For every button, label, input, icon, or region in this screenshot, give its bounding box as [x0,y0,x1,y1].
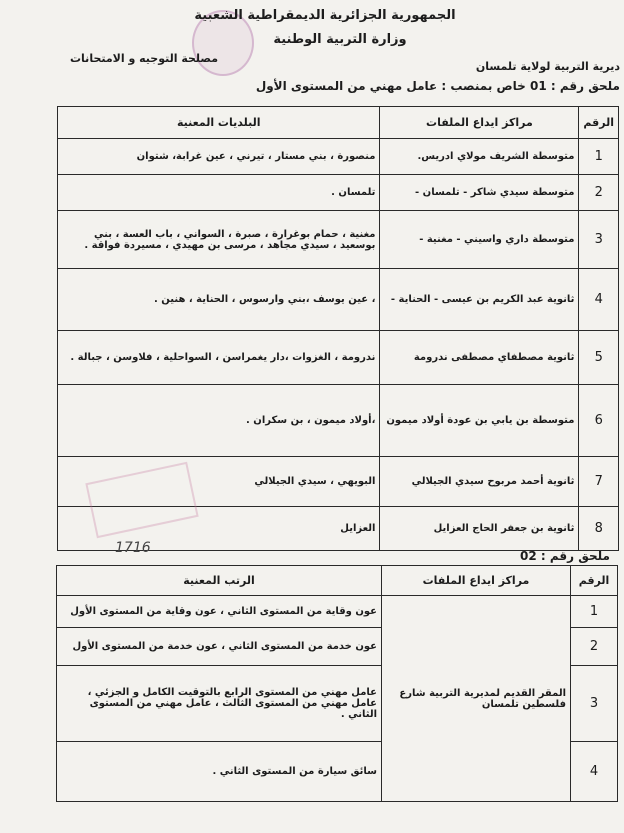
row-center: متوسطة سيدي شاكر - تلمسان - [380,175,579,211]
row-center: ثانوية عبد الكريم بن عيسى - الحناية - [380,269,579,331]
row-number: 1 [579,139,619,175]
row-number: 3 [571,666,618,742]
row-municipalities: العزايل [58,507,380,551]
table-row [58,269,619,331]
row-center: ثانوية مصطفاي مصطفى ندرومة [380,331,579,385]
row-number: 5 [579,331,619,385]
row-rank: سائق سيارة من المستوى الثاني . [57,742,382,802]
col-center: مراكز ايداع الملفات [380,107,579,139]
table-row [57,596,618,628]
row-number: 7 [579,457,619,507]
row-rank: عامل مهني من المستوى الرابع بالتوقيت الكامل و الجزئي ، عامل مهني من المستوى الثالث ، عامل مهني من المستوى الثاني . [57,666,382,742]
ministry-header: وزارة التربية الوطنية [273,32,407,47]
table-row [58,331,619,385]
department-header: مصلحة التوجيه و الامتحانات [70,52,219,65]
col-municipalities: البلديات المعنية [58,107,380,139]
col-number: الرقم [571,566,618,596]
table-row [58,211,619,269]
row-municipalities: البويهي ، سيدي الجيلالي [58,457,380,507]
col-ranks: الرتب المعنية [57,566,382,596]
row-municipalities: ، عين يوسف ،بني وارسوس ، الحناية ، هنين . [58,269,380,331]
row-number: 6 [579,385,619,457]
deposit-center: المقر القديم لمديرية التربية شارع فلسطين تلمسان [382,596,571,802]
row-number: 8 [579,507,619,551]
row-municipalities: منصورة ، بني مستار ، تيرني ، عين غرابة، شتوان [58,139,380,175]
col-center: مراكز ايداع الملفات [382,566,571,596]
row-number: 4 [579,269,619,331]
handwritten-number: 1716 [115,540,151,556]
row-municipalities: ،أولاد ميمون ، بن سكران . [58,385,380,457]
table-row [58,139,619,175]
row-center: متوسطة داري واسيني - مغنية - [380,211,579,269]
row-center: متوسطة الشريف مولاي ادريس. [380,139,579,175]
row-municipalities: تلمسان . [58,175,380,211]
row-rank: عون خدمة من المستوى الثاني ، عون خدمة من المستوى الأول [57,628,382,666]
row-municipalities: مغنية ، حمام بوغرارة ، صبرة ، السواني ، باب العسة ، بني بوسعيد ، سيدي مجاهد ، مرسى بن مهيدي ، مسيردة فواقة . [58,211,380,269]
row-number: 3 [579,211,619,269]
directorate-header: ديرية التربية لولاية تلمسان [475,60,620,73]
table-row [58,175,619,211]
row-number: 2 [579,175,619,211]
row-rank: عون وقاية من المستوى الثاني ، عون وقاية من المستوى الأول [57,596,382,628]
republic-header: الجمهورية الجزائرية الديمقراطية الشعبية [194,8,456,23]
annex2-table [56,565,618,802]
annex2-title: ملحق رقم : 02 [519,549,610,563]
row-center: ثانوية بن جعفر الحاج العزايل [380,507,579,551]
row-municipalities: ندرومة ، الغزوات ،دار يغمراسن ، السواحلية ، فلاوسن ، جبالة . [58,331,380,385]
row-center: متوسطة بن يابي بن عودة أولاد ميمون [380,385,579,457]
table-row [58,385,619,457]
annex1-title: ملحق رقم : 01 خاص بمنصب : عامل مهني من المستوى الأول [255,79,620,93]
row-number: 1 [571,596,618,628]
col-number: الرقم [579,107,619,139]
row-number: 4 [571,742,618,802]
row-center: ثانوية أحمد مربوح سيدي الجيلالي [380,457,579,507]
date-stamp: ​ [85,462,198,538]
row-number: 2 [571,628,618,666]
